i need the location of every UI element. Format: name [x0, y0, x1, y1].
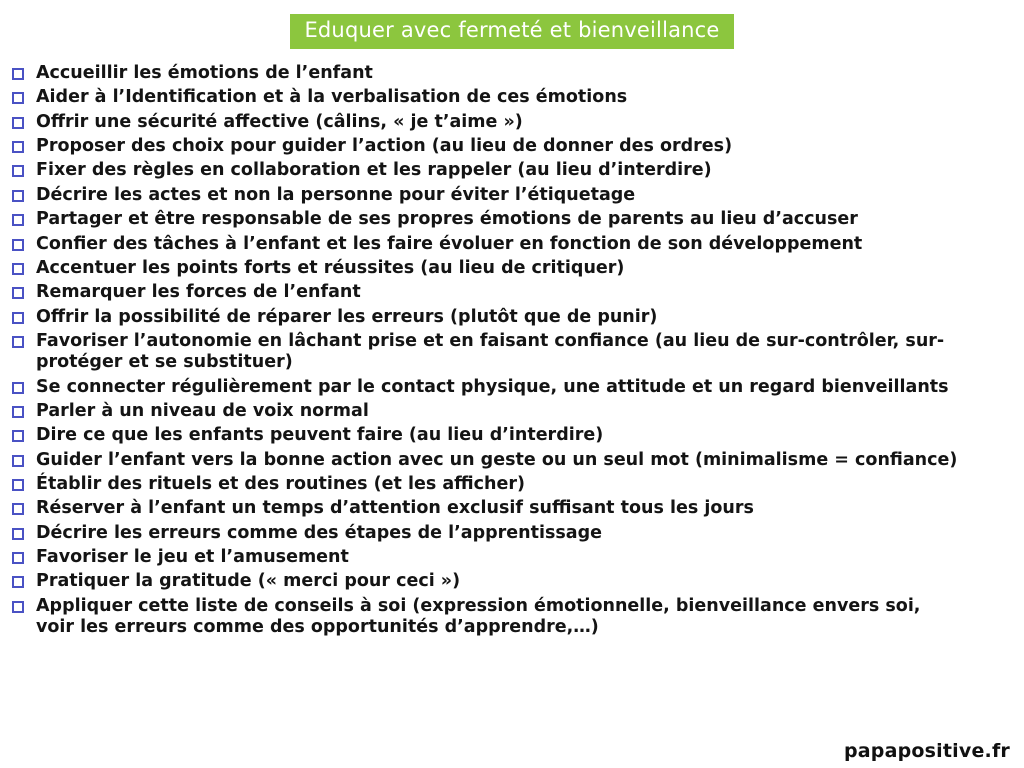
list-item	[8, 258, 1004, 279]
list-item	[8, 547, 1004, 568]
list-item-label: Aider à l’Identification et à la verbalisation de ces émotions	[36, 87, 628, 108]
list-item-label: Décrire les actes et non la personne pour éviter l’étiquetage	[36, 184, 636, 205]
list-item-label: Favoriser l’autonomie en lâchant prise et en faisant confiance (au lieu de sur-contrôler, sur-protéger et se substituer)	[36, 330, 945, 373]
checkbox-icon[interactable]	[12, 239, 24, 251]
checkbox-icon[interactable]	[12, 141, 24, 153]
list-item-label: Confier des tâches à l’enfant et les faire évoluer en fonction de son développement	[36, 233, 863, 254]
checklist	[0, 63, 1024, 638]
list-item-label: Établir des rituels et des routines (et les afficher)	[36, 473, 526, 494]
list-item-label: Proposer des choix pour guider l’action (au lieu de donner des ordres)	[36, 136, 733, 157]
list-item-label: Fixer des règles en collaboration et les rappeler (au lieu d’interdire)	[36, 160, 712, 181]
checkbox-icon[interactable]	[12, 336, 24, 348]
list-item	[8, 87, 1004, 108]
list-item	[8, 571, 1004, 592]
checkbox-icon[interactable]	[12, 263, 24, 275]
list-item-label: Favoriser le jeu et l’amusement	[36, 546, 349, 567]
checkbox-icon[interactable]	[12, 528, 24, 540]
list-item	[8, 401, 1004, 422]
page-title: Eduquer avec fermeté et bienveillance	[290, 14, 733, 49]
checkbox-icon[interactable]	[12, 312, 24, 324]
checkbox-icon[interactable]	[12, 92, 24, 104]
list-item-label: Guider l’enfant vers la bonne action avec un geste ou un seul mot (minimalisme = confiance)	[36, 449, 958, 470]
list-item-label: Partager et être responsable de ses propres émotions de parents au lieu d’accuser	[36, 209, 858, 230]
checkbox-icon[interactable]	[12, 165, 24, 177]
list-item-label: Se connecter régulièrement par le contact physique, une attitude et un regard bienveillants	[36, 376, 949, 397]
checkbox-icon[interactable]	[12, 479, 24, 491]
checkbox-icon[interactable]	[12, 68, 24, 80]
checkbox-icon[interactable]	[12, 214, 24, 226]
list-item-label: Appliquer cette liste de conseils à soi (expression émotionnelle, bienveillance envers soi, voir les erreurs comme des opportunités d’apprendre,…)	[36, 595, 921, 637]
list-item	[8, 377, 1004, 398]
list-item	[8, 596, 1004, 639]
list-item	[8, 160, 1004, 181]
title-container	[0, 0, 1024, 49]
list-item-label: Décrire les erreurs comme des étapes de l’apprentissage	[36, 522, 602, 543]
checkbox-icon[interactable]	[12, 455, 24, 467]
checkbox-icon[interactable]	[12, 406, 24, 418]
list-item	[8, 209, 1004, 230]
list-item-label: Remarquer les forces de l’enfant	[36, 282, 361, 303]
checkbox-icon[interactable]	[12, 552, 24, 564]
list-item	[8, 331, 1004, 374]
checkbox-icon[interactable]	[12, 287, 24, 299]
list-item	[8, 282, 1004, 303]
list-item-label: Accueillir les émotions de l’enfant	[36, 63, 373, 84]
list-item	[8, 425, 1004, 446]
list-item-label: Offrir la possibilité de réparer les erreurs (plutôt que de punir)	[36, 306, 658, 327]
list-item-label: Accentuer les points forts et réussites (au lieu de critiquer)	[36, 257, 625, 278]
list-item	[8, 523, 1004, 544]
checkbox-icon[interactable]	[12, 576, 24, 588]
source-credit: papapositive.fr	[843, 740, 1010, 762]
checkbox-icon[interactable]	[12, 503, 24, 515]
list-item	[8, 185, 1004, 206]
checkbox-icon[interactable]	[12, 601, 24, 613]
list-item-label: Réserver à l’enfant un temps d’attention exclusif suffisant tous les jours	[36, 498, 754, 519]
list-item	[8, 474, 1004, 495]
list-item	[8, 136, 1004, 157]
checkbox-icon[interactable]	[12, 190, 24, 202]
list-item-label: Pratiquer la gratitude (« merci pour ceci »)	[36, 571, 461, 592]
list-item	[8, 112, 1004, 133]
list-item-label: Offrir une sécurité affective (câlins, « je t’aime »)	[36, 111, 523, 132]
list-item	[8, 307, 1004, 328]
checkbox-icon[interactable]	[12, 382, 24, 394]
list-item	[8, 63, 1004, 84]
checkbox-icon[interactable]	[12, 117, 24, 129]
list-item	[8, 450, 1004, 471]
checkbox-icon[interactable]	[12, 430, 24, 442]
list-item-label: Dire ce que les enfants peuvent faire (au lieu d’interdire)	[36, 425, 604, 446]
list-item	[8, 234, 1004, 255]
list-item-label: Parler à un niveau de voix normal	[36, 400, 369, 421]
list-item	[8, 498, 1004, 519]
